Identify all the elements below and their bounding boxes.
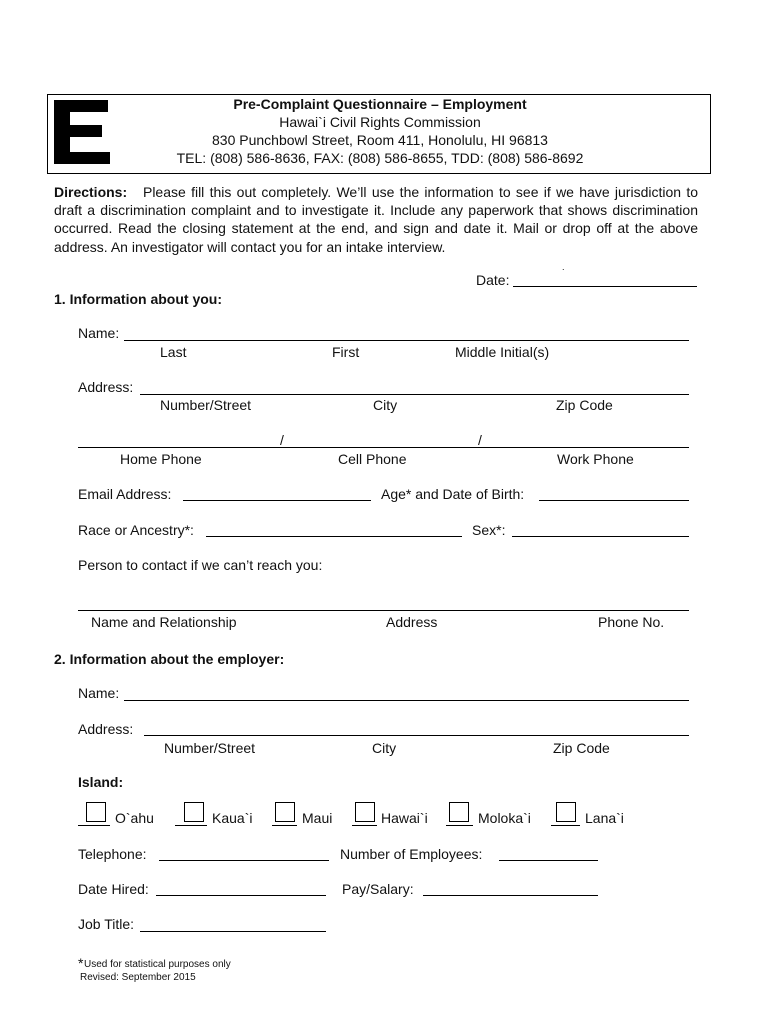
address-sub-street: Number/Street	[160, 397, 252, 413]
applicant-address-label: Address:	[78, 379, 134, 395]
name-sub-middle: Middle Initial(s)	[455, 344, 550, 360]
island-checkbox-oahu[interactable]	[86, 802, 106, 822]
date-mark: .	[562, 262, 565, 272]
race-field[interactable]	[206, 536, 462, 537]
email-field[interactable]	[183, 500, 371, 501]
island-blank-oahu	[78, 825, 110, 826]
island-blank-molokai	[446, 825, 473, 826]
phone-numbers-field[interactable]	[78, 447, 689, 448]
island-checkbox-molokai[interactable]	[449, 802, 469, 822]
island-blank-lanai	[551, 825, 580, 826]
employee-count-field[interactable]	[499, 860, 598, 861]
footnote-note: Used for statistical purposes only	[84, 959, 231, 970]
name-sub-last: Last	[160, 344, 187, 360]
agency-name: Hawai`i Civil Rights Commission	[279, 114, 481, 130]
island-blank-kauai	[175, 825, 207, 826]
applicant-name-label: Name:	[78, 325, 120, 341]
revised-date: Revised: September 2015	[80, 972, 196, 983]
island-label-oahu: O`ahu	[115, 810, 154, 826]
contact-sub-name: Name and Relationship	[91, 614, 237, 630]
age-dob-field[interactable]	[539, 500, 689, 501]
applicant-address-field[interactable]	[140, 394, 689, 395]
phone-separator: /	[280, 432, 284, 448]
date-field[interactable]	[513, 286, 697, 287]
employer-name-label: Name:	[78, 685, 120, 701]
section1-heading: 1. Information about you:	[54, 291, 222, 307]
name-sub-first: First	[332, 344, 360, 360]
age-dob-label: Age* and Date of Birth:	[381, 486, 525, 502]
race-label: Race or Ancestry*:	[78, 522, 194, 538]
job-title-field[interactable]	[140, 931, 326, 932]
employer-address-field[interactable]	[144, 735, 689, 736]
address-sub-zip: Zip Code	[556, 397, 613, 413]
phone-sub-home: Home Phone	[120, 451, 202, 467]
island-label: Island:	[78, 774, 124, 790]
island-checkbox-hawaii[interactable]	[355, 802, 375, 822]
island-blank-maui	[272, 825, 297, 826]
section-letter-e	[54, 100, 110, 164]
contact-sub-phone: Phone No.	[598, 614, 665, 630]
email-label: Email Address:	[78, 486, 172, 502]
directions-label: Directions:	[54, 184, 128, 200]
applicant-name-field[interactable]	[124, 340, 689, 341]
footnote-asterisk: *	[78, 955, 84, 971]
island-label-hawaii: Hawai`i	[381, 810, 428, 826]
island-blank-hawaii	[352, 825, 377, 826]
date-hired-label: Date Hired:	[78, 881, 149, 897]
form-title: Pre-Complaint Questionnaire – Employment	[233, 96, 527, 112]
directions	[54, 183, 698, 256]
island-checkbox-maui[interactable]	[275, 802, 295, 822]
employer-address-sub-city: City	[372, 740, 397, 756]
section2-heading: 2. Information about the employer:	[54, 651, 285, 667]
contact-sub-address: Address	[386, 614, 438, 630]
sex-label: Sex*:	[472, 522, 506, 538]
directions-text: Please fill this out completely. We’ll use the information to see if we have jurisdiction to draft a discrimination complaint and to investigate it. Include any paperwork that shows discrimination occurred. Read the closing statement at the end, and sign and date it. Mail or drop off at the above address. An investigator will contact you for an intake interview.	[54, 184, 698, 255]
island-label-lanai: Lana`i	[585, 810, 624, 826]
employer-telephone-field[interactable]	[159, 860, 329, 861]
employer-address-sub-zip: Zip Code	[553, 740, 610, 756]
phone-separator: /	[478, 432, 482, 448]
phone-sub-work: Work Phone	[557, 451, 634, 467]
employer-address-label: Address:	[78, 721, 134, 737]
emergency-contact-field[interactable]	[78, 610, 689, 611]
island-label-maui: Maui	[302, 810, 333, 826]
island-label-kauai: Kaua`i	[212, 810, 253, 826]
pay-salary-label: Pay/Salary:	[342, 881, 414, 897]
date-label: Date:	[476, 272, 510, 288]
employer-address-sub-street: Number/Street	[164, 740, 256, 756]
job-title-label: Job Title:	[78, 916, 135, 932]
island-checkbox-lanai[interactable]	[556, 802, 576, 822]
island-label-molokai: Moloka`i	[478, 810, 531, 826]
employer-name-field[interactable]	[124, 700, 689, 701]
agency-contact: TEL: (808) 586-8636, FAX: (808) 586-8655, TDD: (808) 586-8692	[176, 150, 584, 166]
sex-field[interactable]	[512, 536, 689, 537]
employer-telephone-label: Telephone:	[78, 846, 147, 862]
emergency-contact-label: Person to contact if we can’t reach you:	[78, 557, 323, 573]
employee-count-label: Number of Employees:	[340, 846, 483, 862]
island-checkbox-kauai[interactable]	[184, 802, 204, 822]
date-hired-field[interactable]	[156, 895, 326, 896]
phone-sub-cell: Cell Phone	[338, 451, 407, 467]
address-sub-city: City	[373, 397, 398, 413]
pay-salary-field[interactable]	[423, 895, 598, 896]
agency-address: 830 Punchbowl Street, Room 411, Honolulu, HI 96813	[212, 132, 548, 148]
